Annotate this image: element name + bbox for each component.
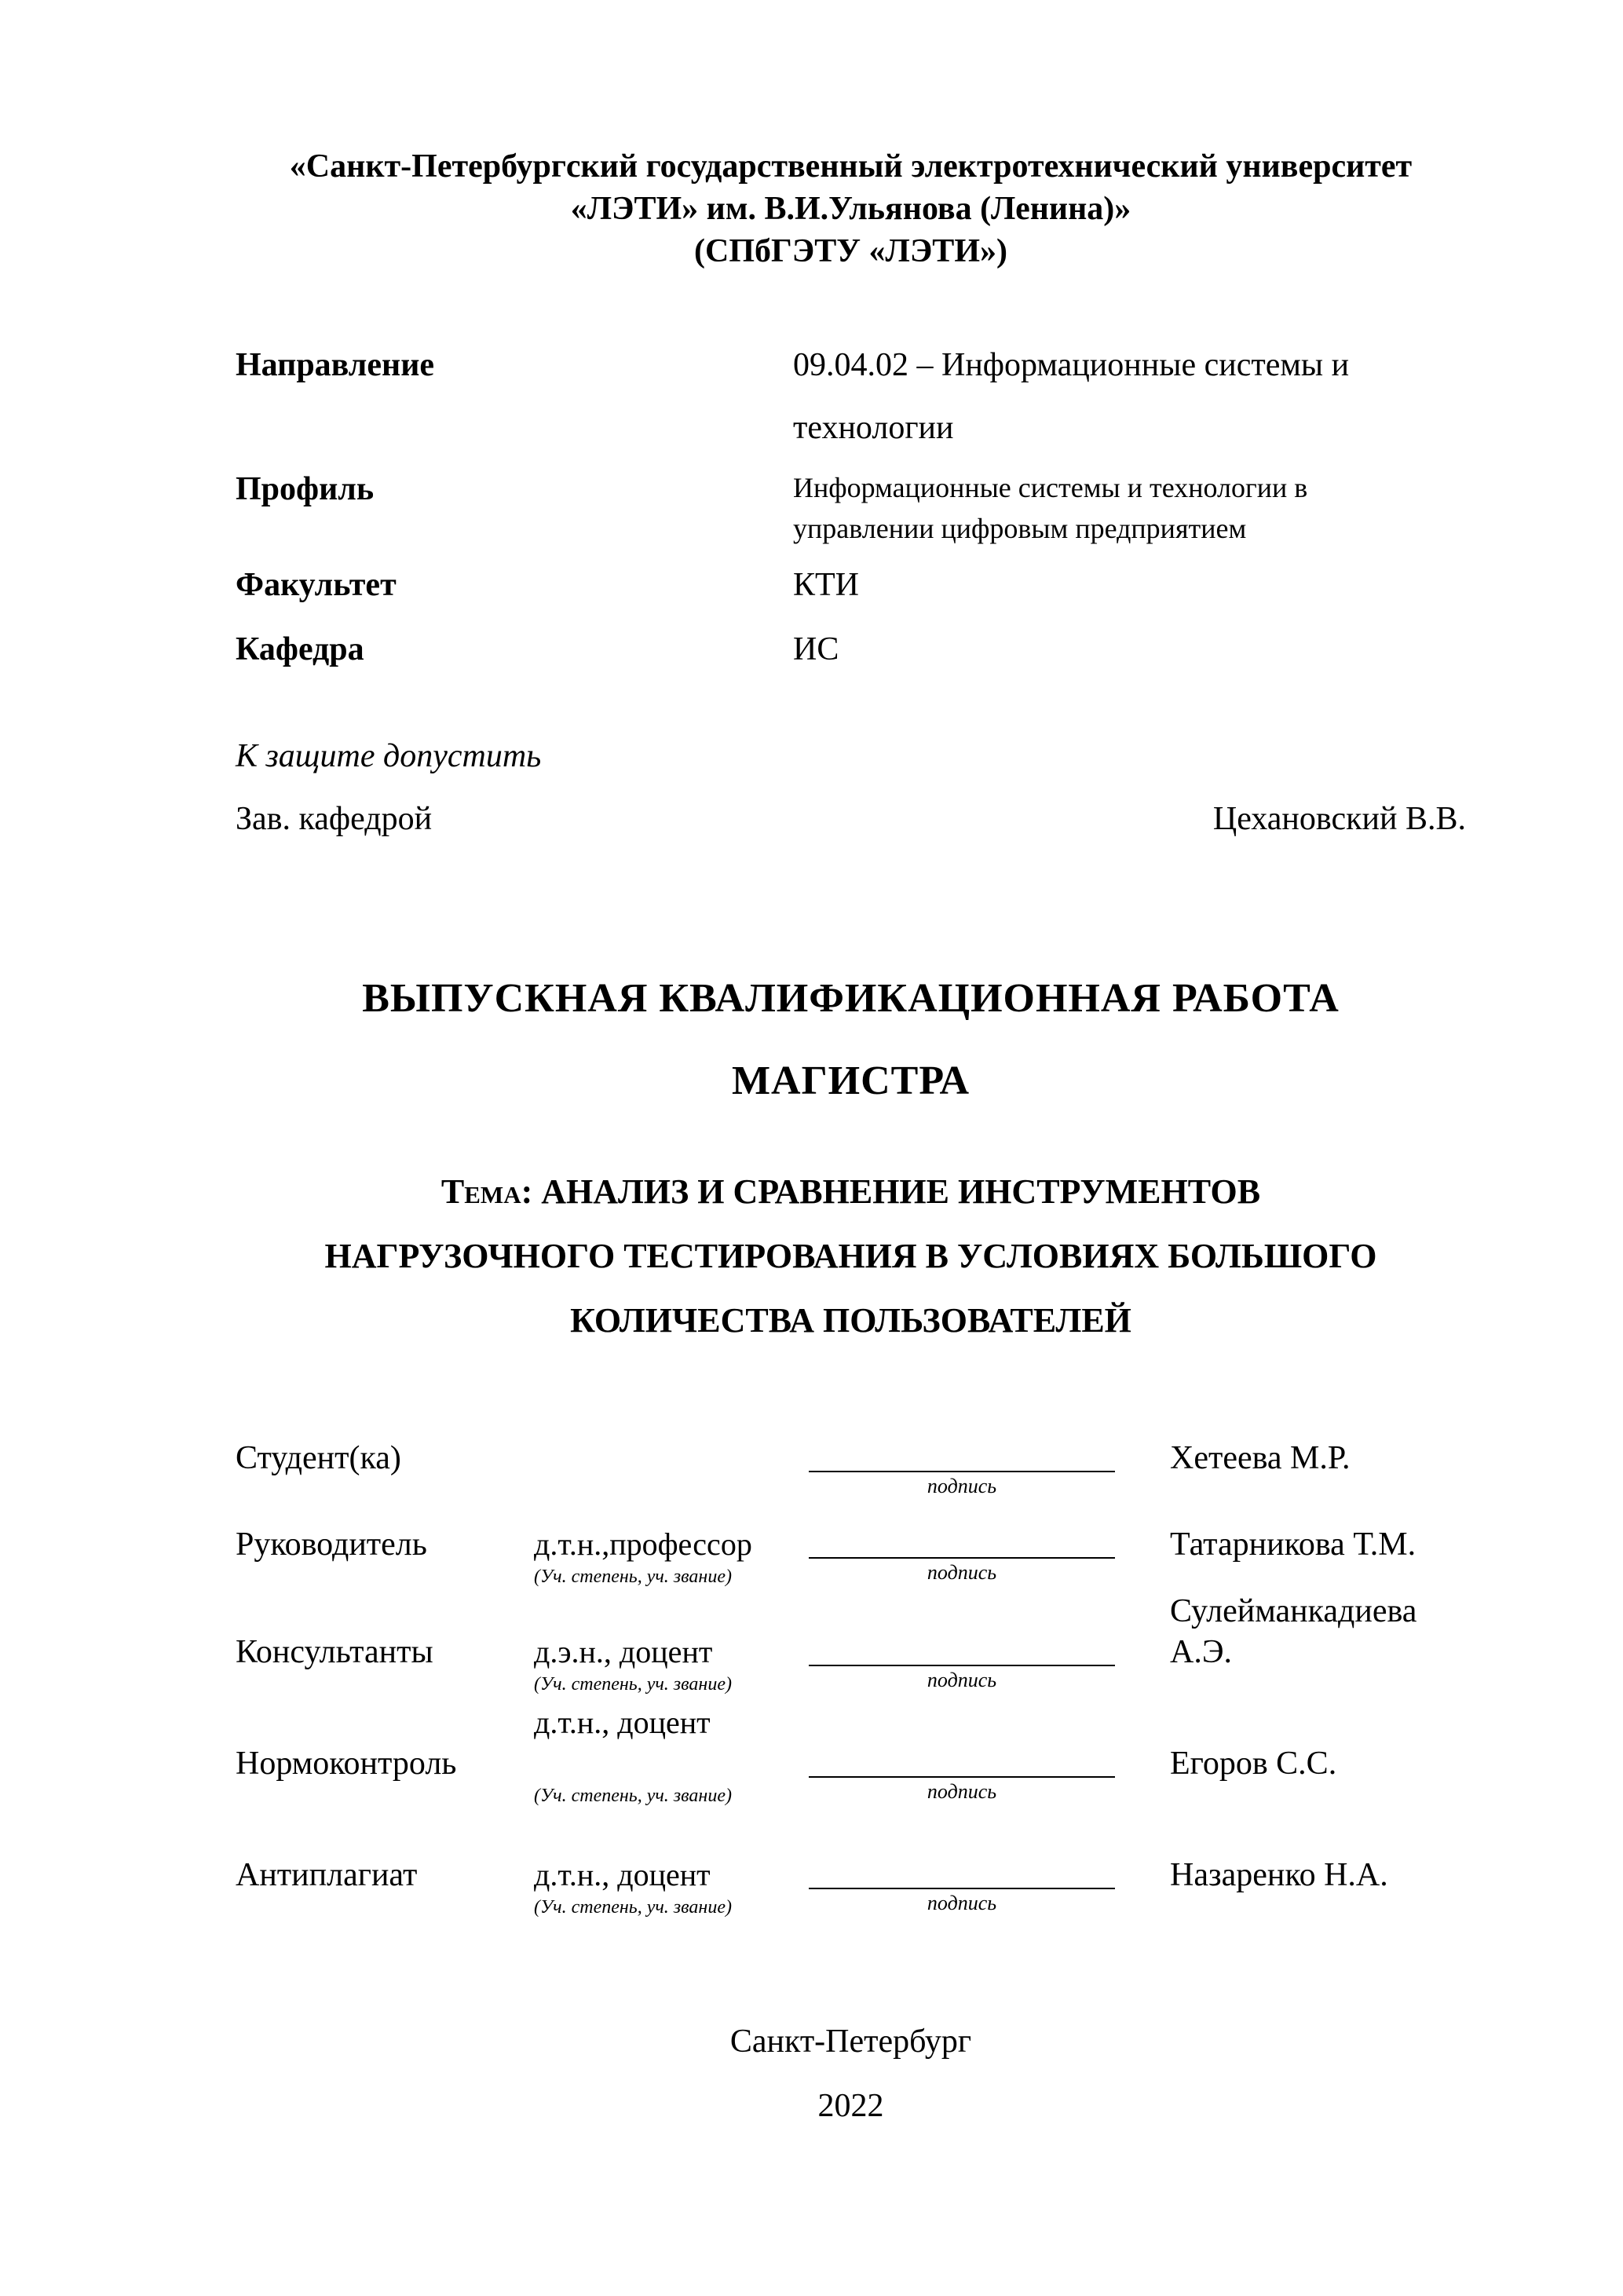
department-value: ИС: [793, 631, 839, 667]
faculty-value: КТИ: [793, 567, 859, 603]
thesis-theme-label: Тема:: [440, 1172, 533, 1211]
signature-role-label: Антиплагиат: [236, 1857, 418, 1893]
signature-caption: подпись: [927, 1892, 997, 1914]
signature-role-label: Консультанты: [236, 1634, 433, 1670]
signature-degree: д.э.н., доцент: [534, 1634, 713, 1669]
signature-row-normcontrol: [236, 1705, 1466, 1808]
signature-degree: д.т.н.,профессор: [534, 1526, 752, 1562]
thesis-theme-text: АНАЛИЗ И СРАВНЕНИЕ ИНСТРУМЕНТОВ НАГРУЗОЧНОГО ТЕСТИРОВАНИЯ В УСЛОВИЯХ БОЛЬШОГО КОЛИЧЕСТВА ПОЛЬЗОВАТЕЛЕЙ: [324, 1172, 1377, 1340]
thesis-theme: [302, 1160, 1401, 1353]
signature-role-label: Руководитель: [236, 1526, 427, 1563]
profile-value: Информационные системы и технологии в управлении цифровым предприятием: [793, 472, 1308, 544]
signature-table: [236, 1438, 1466, 1919]
signature-line-cell: [793, 1855, 1170, 1916]
signature-line: [809, 1632, 1115, 1666]
department-head-name: Цехановский В.В.: [1212, 801, 1466, 837]
signature-row-supervisor: [236, 1524, 1466, 1589]
university-header: [236, 145, 1466, 272]
signature-row-consultants: [236, 1593, 1466, 1713]
signature-line: [809, 1438, 1115, 1472]
signature-line-cell: [793, 1632, 1170, 1693]
signature-line: [809, 1855, 1115, 1889]
signature-degree-caption: (Уч. степень, уч. звание): [534, 1567, 732, 1587]
signature-line: [809, 1743, 1115, 1778]
signature-line-cell: [793, 1743, 1170, 1804]
signature-role-label: Нормоконтроль: [236, 1746, 457, 1782]
faculty-label: Факультет: [236, 567, 397, 603]
department-head-label: Зав. кафедрой: [236, 801, 433, 837]
direction-label: Направление: [236, 347, 435, 383]
signature-caption: подпись: [927, 1669, 997, 1691]
university-name-line2: «ЛЭТИ» им. В.И.Ульянова (Ленина)»: [570, 191, 1131, 227]
signature-degree-cell: [526, 1705, 793, 1808]
department-label: Кафедра: [236, 631, 364, 667]
work-title-line1: ВЫПУСКНАЯ КВАЛИФИКАЦИОННАЯ РАБОТА: [362, 976, 1340, 1021]
signature-degree-caption: (Уч. степень, уч. звание): [534, 1674, 732, 1695]
direction-value: 09.04.02 – Информационные системы и технологии: [793, 347, 1350, 446]
signature-name: Сулейманкадиева А.Э.: [1170, 1593, 1417, 1670]
university-name-line1: «Санкт-Петербургский государственный электротехнический университет: [289, 148, 1413, 185]
signature-caption: подпись: [927, 1780, 997, 1803]
signature-degree-caption: (Уч. степень, уч. звание): [534, 1786, 732, 1806]
signature-degree-caption: (Уч. степень, уч. звание): [534, 1897, 732, 1918]
signature-name: Хетеева М.Р.: [1170, 1440, 1351, 1476]
signature-degree-cell: [526, 1524, 793, 1589]
footer-year: 2022: [817, 2088, 884, 2124]
direction-row: [236, 334, 1466, 459]
work-title: [236, 957, 1466, 1122]
signature-degree: д.т.н., доцент: [534, 1705, 711, 1740]
signature-caption: подпись: [927, 1475, 997, 1497]
signature-role-label: Студент(ка): [236, 1440, 401, 1476]
admission-permit-line: К защите допустить: [236, 738, 542, 774]
profile-label: Профиль: [236, 471, 375, 507]
signature-name: Егоров С.С.: [1170, 1746, 1337, 1782]
signature-line: [809, 1524, 1115, 1559]
signature-row-antiplagiarism: [236, 1855, 1466, 1919]
work-title-line2: МАГИСТРА: [731, 1058, 971, 1103]
signature-degree: д.т.н., доцент: [534, 1857, 711, 1892]
signature-caption: подпись: [927, 1561, 997, 1584]
department-head-row: [236, 797, 1466, 841]
university-name-line3: (СПбГЭТУ «ЛЭТИ»): [694, 233, 1007, 269]
profile-row: [236, 467, 1466, 549]
signature-line-cell: [793, 1438, 1170, 1499]
signature-row-student: [236, 1438, 1466, 1499]
footer-city: Санкт-Петербург: [729, 2024, 972, 2060]
signature-degree-cell: [526, 1855, 793, 1919]
signature-degree-cell: [526, 1632, 793, 1696]
faculty-row: [236, 563, 1466, 607]
signature-line-cell: [793, 1524, 1170, 1585]
signature-name: Татарникова Т.М.: [1170, 1526, 1416, 1563]
department-row: [236, 627, 1466, 671]
signature-name: Назаренко Н.А.: [1170, 1857, 1388, 1893]
